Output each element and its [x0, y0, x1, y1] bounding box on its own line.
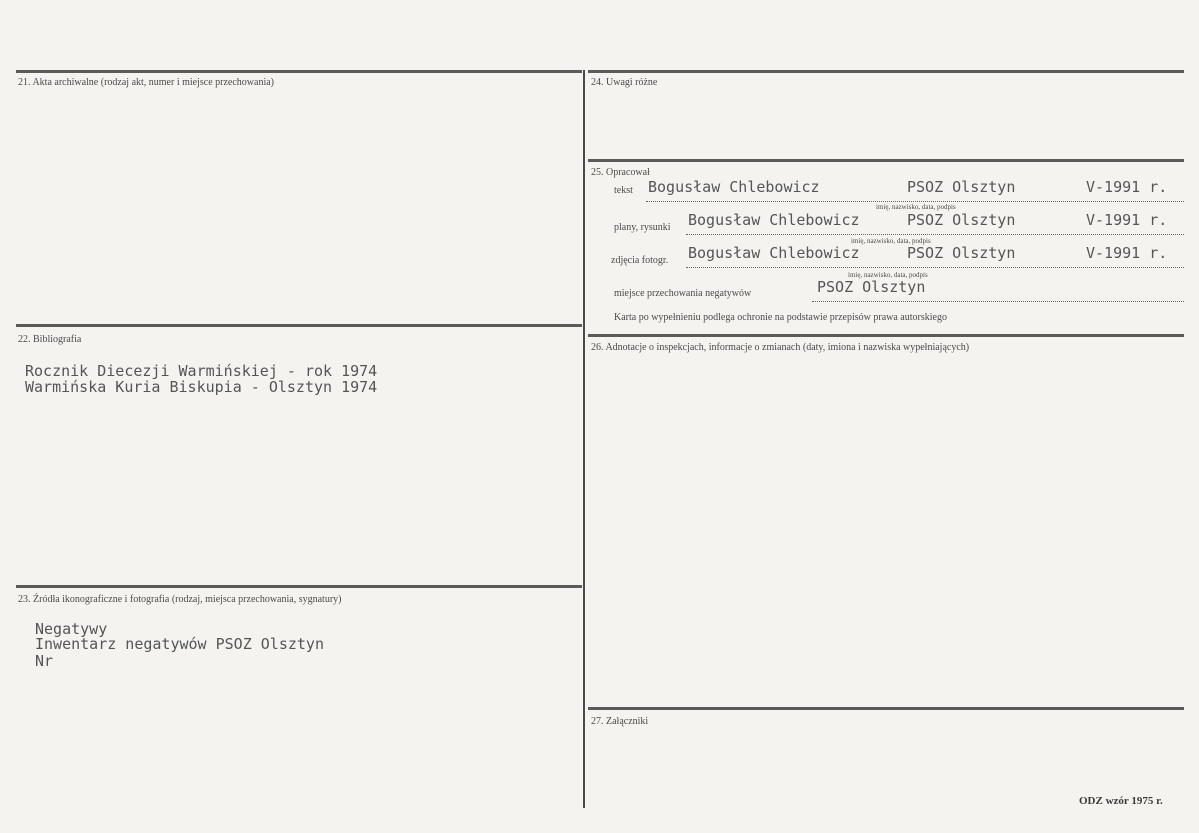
copyright-note: Karta po wypełnieniu podlega ochronie na podstawie przepisów prawa autorskiego — [614, 312, 947, 323]
iconography-line-3: Nr — [35, 652, 54, 670]
section-21-label: 21. Akta archiwalne (rodzaj akt, numer i miejsce przechowania) — [18, 77, 275, 88]
section-22-label: 22. Bibliografia — [18, 334, 82, 345]
rule-23 — [16, 585, 582, 588]
top-rule-right — [588, 70, 1184, 73]
section-23-label: 23. Źródła ikonograficzne i fotografia (rodzaj, miejsca przechowania, sygnatury) — [18, 594, 342, 605]
bibliography-line-2: Warmińska Kuria Biskupia - Olsztyn 1974 — [25, 378, 378, 396]
center-divider — [583, 70, 585, 808]
negatives-label: miejsce przechowania negatywów — [614, 288, 752, 299]
row-photos-underline — [686, 267, 1184, 268]
row-text-date: V-1991 r. — [1086, 178, 1168, 196]
row-text-place: PSOZ Olsztyn — [907, 178, 1016, 196]
row-text-field-label: tekst — [614, 185, 633, 196]
iconography-line-1: Negatywy — [35, 620, 108, 638]
iconography-line-2: Inwentarz negatywów PSOZ Olsztyn — [35, 635, 324, 653]
row-photos-date: V-1991 r. — [1086, 244, 1168, 262]
row-photos-place: PSOZ Olsztyn — [907, 244, 1016, 262]
section-24-label: 24. Uwagi różne — [591, 77, 658, 88]
row-plans-underline — [686, 234, 1184, 235]
rule-27 — [588, 707, 1184, 710]
form-code: ODZ wzór 1975 r. — [1079, 795, 1163, 807]
rule-26 — [588, 334, 1184, 337]
rule-22 — [16, 324, 582, 327]
row-plans-place: PSOZ Olsztyn — [907, 211, 1016, 229]
row-plans-caption: imię, nazwisko, data, podpis — [851, 237, 931, 245]
row-photos-field-label: zdjęcia fotogr. — [611, 255, 669, 266]
rule-25 — [588, 159, 1184, 162]
row-text-underline — [646, 201, 1184, 202]
bibliography-line-1: Rocznik Diecezji Warmińskiej - rok 1974 — [25, 362, 378, 380]
row-plans-date: V-1991 r. — [1086, 211, 1168, 229]
top-rule-left — [16, 70, 582, 73]
row-text-name: Bogusław Chlebowicz — [648, 178, 820, 196]
section-26-label: 26. Adnotacje o inspekcjach, informacje o zmianach (daty, imiona i nazwiska wypełniających) — [591, 342, 970, 353]
row-plans-name: Bogusław Chlebowicz — [688, 211, 860, 229]
row-photos-caption: imię, nazwisko, data, podpis — [848, 271, 928, 279]
row-plans-field-label: plany, rysunki — [614, 222, 671, 233]
section-27-label: 27. Załączniki — [591, 716, 649, 727]
section-25-label: 25. Opracował — [591, 167, 650, 178]
negatives-value: PSOZ Olsztyn — [817, 278, 926, 296]
row-text-caption: imię, nazwisko, data, podpis — [876, 203, 956, 211]
negatives-underline — [812, 301, 1184, 302]
row-photos-name: Bogusław Chlebowicz — [688, 244, 860, 262]
